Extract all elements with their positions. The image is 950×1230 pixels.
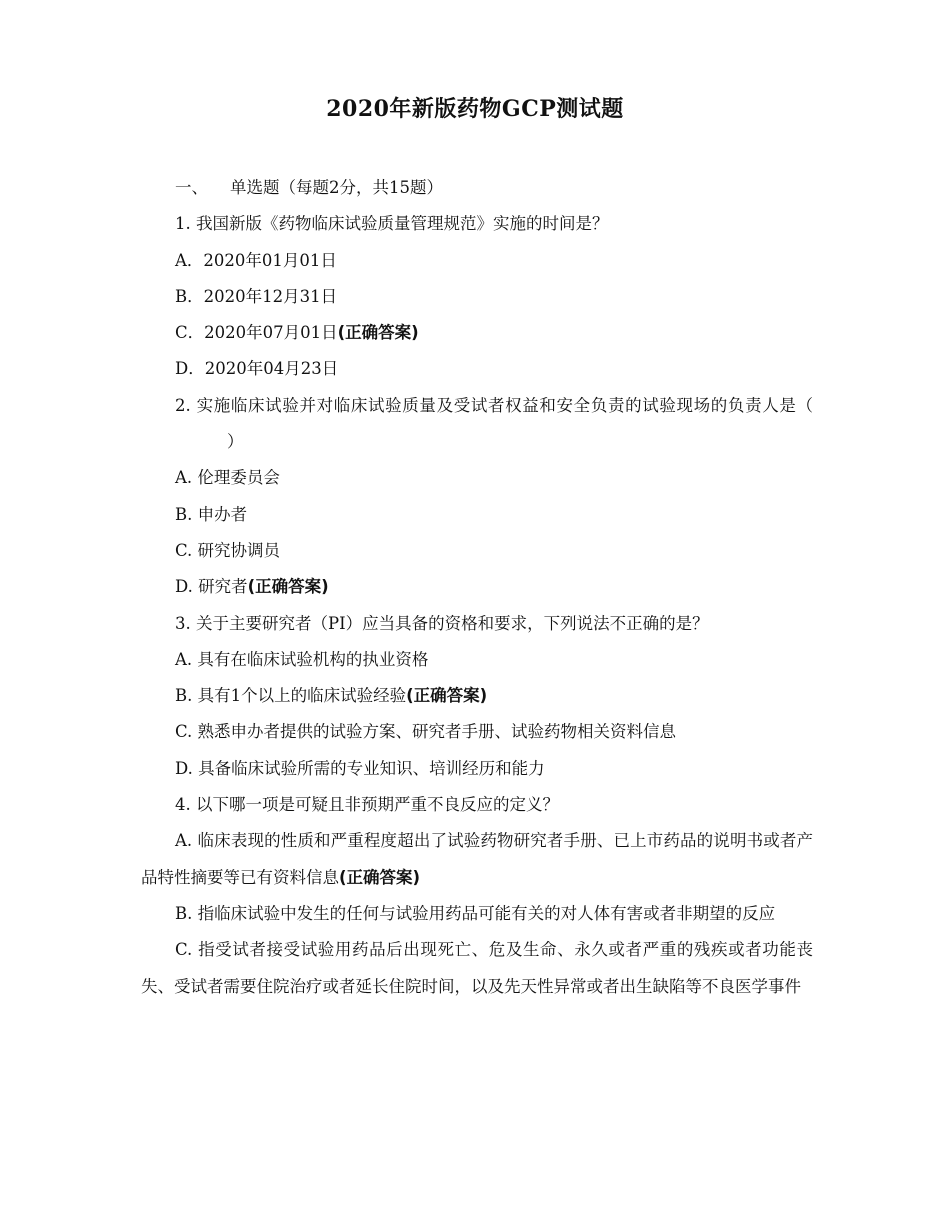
question-2-option-a: A. 伦理委员会 <box>175 468 280 488</box>
question-3-stem: 3. 关于主要研究者（PI）应当具备的资格和要求，下列说法不正确的是？ <box>175 613 709 633</box>
question-2-stem-end: ） <box>227 432 244 452</box>
question-4-stem: 4. 以下哪一项是可疑且非预期严重不良反应的定义？ <box>175 795 559 815</box>
question-2-option-c: C. 研究协调员 <box>175 540 281 560</box>
question-2-stem-text: 2. 实施临床试验并对临床试验质量及受试者权益和安全负责的试验现场的负责人是（ <box>175 395 813 415</box>
question-3-option-a: A. 具有在临床试验机构的执业资格 <box>175 649 429 669</box>
document-body <box>141 170 813 1005</box>
question-1-option-a: A．2020年01月01日 <box>175 250 337 270</box>
question-2-stem <box>141 388 813 461</box>
question-4-option-b: B. 指临床试验中发生的任何与试验用药品可能有关的对人体有害或者非期望的反应 <box>175 903 776 923</box>
option-text: C．2020年07月01日 <box>175 323 338 343</box>
question-4-option-a <box>141 823 813 896</box>
question-1-option-d: D．2020年04月23日 <box>175 359 339 379</box>
section-number: 一、 <box>175 178 208 197</box>
question-3-option-d: D. 具备临床试验所需的专业知识、培训经历和能力 <box>175 758 545 778</box>
question-2-option-d <box>141 569 813 605</box>
correct-answer-mark: (正确答案) <box>339 867 421 887</box>
correct-answer-mark: (正确答案) <box>337 323 419 343</box>
option-text: A. 临床表现的性质和严重程度超出了试验药物研究者手册、已上市药品的说明书或者产品特性摘要等已有资料信息 <box>141 831 813 887</box>
option-text: D. 研究者 <box>175 577 248 597</box>
question-1-option-c <box>141 315 813 351</box>
section-heading <box>141 170 813 206</box>
section-label: 单选题（每题2分，共15题） <box>230 178 443 197</box>
option-text: B. 具有1个以上的临床试验经验 <box>175 686 407 706</box>
question-3-option-c: C. 熟悉申办者提供的试验方案、研究者手册、试验药物相关资料信息 <box>175 722 677 742</box>
question-2-option-b: B. 申办者 <box>175 504 248 524</box>
question-3-option-b <box>141 678 813 714</box>
question-4-option-c: C. 指受试者接受试验用药品后出现死亡、危及生命、永久或者严重的残疾或者功能丧失、受试者需要住院治疗或者延长住院时间，以及先天性异常或者出生缺陷等不良医学事件 <box>141 940 813 996</box>
question-1-stem: 1. 我国新版《药物临床试验质量管理规范》实施的时间是？ <box>175 214 609 234</box>
document-title: 2020年新版药物GCP测试题 <box>326 96 624 122</box>
correct-answer-mark: (正确答案) <box>247 577 329 597</box>
correct-answer-mark: (正确答案) <box>406 686 488 706</box>
question-1-option-b: B．2020年12月31日 <box>175 286 338 306</box>
